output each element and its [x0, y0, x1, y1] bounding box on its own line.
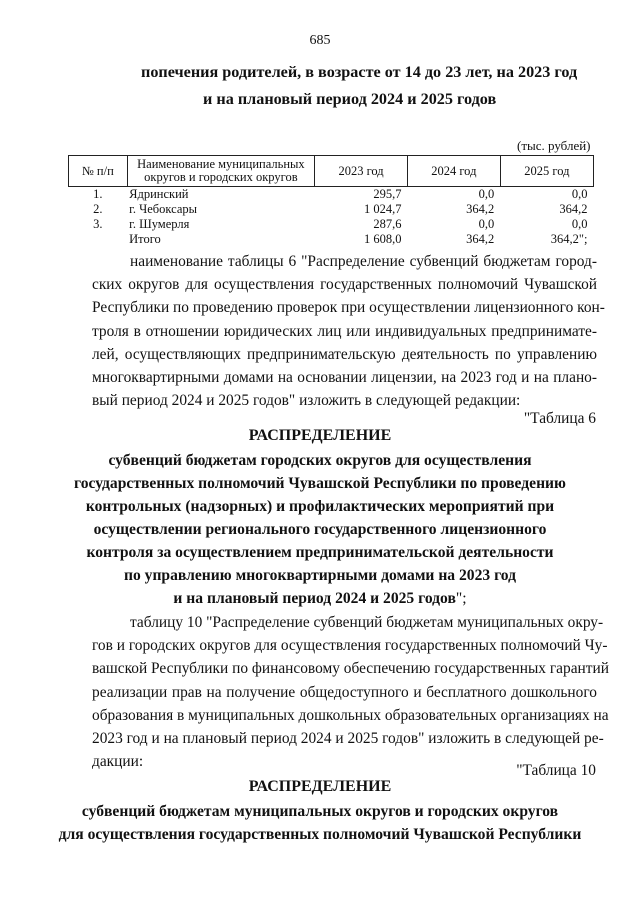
section-6-line: контроля за осуществлением предпринимательской деятельности [86, 544, 554, 561]
row-2025: 0,0 [571, 187, 588, 201]
row-2024: 364,2 [466, 202, 495, 216]
section-6-last-line [0, 590, 640, 608]
table-header-row [69, 156, 594, 187]
row-2025: 0,0 [571, 217, 588, 231]
section-6-line: осуществлении регионального государственного лицензионного [93, 521, 547, 538]
table-row [69, 187, 594, 203]
section-6-line: государственных полномочий Чувашской Республики по проведению [74, 475, 566, 492]
header-2023: 2023 год [315, 156, 408, 187]
row-name: г. Чебоксары [129, 202, 198, 216]
section-10-title: РАСПРЕДЕЛЕНИЕ [248, 778, 392, 795]
table-6-label: "Таблица 6 [523, 410, 596, 427]
heading-line-2: и на плановый период 2024 и 2025 годов [203, 90, 497, 108]
table-total-row [69, 232, 594, 247]
paragraph-line: Республики по проведению проверок при осуществлении лицензионного кон- [92, 299, 605, 317]
table-unit-label: (тыс. рублей) [517, 138, 591, 153]
paragraph-line: многоквартирными домами на основании лицензии, на 2023 год и на плано- [92, 369, 597, 387]
table-10-label: "Таблица 10 [516, 762, 596, 779]
header-2024: 2024 год [407, 156, 500, 187]
paragraph-line: троля в отношении юридических лиц или индивидуальных предпринимате- [92, 322, 597, 340]
section-6-title: РАСПРЕДЕЛЕНИЕ [248, 427, 392, 444]
row-2023: 1 608,0 [363, 232, 402, 246]
row-2025: 364,2"; [550, 232, 588, 246]
section-6-tail: "; [455, 590, 467, 607]
paragraph-line: образования в муниципальных дошкольных образовательных организациях на [92, 706, 609, 724]
table-row [69, 202, 594, 217]
paragraph-line: дакции: [92, 753, 144, 771]
paragraph-line: ских округов для осуществления государственных полномочий Чувашской [92, 276, 597, 293]
paragraph-line: лей, осуществляющих предпринимательскую деятельность по управлению [92, 345, 597, 363]
paragraph-2 [92, 634, 609, 774]
header-2025: 2025 год [500, 156, 593, 187]
row-number: 3. [93, 217, 103, 231]
row-name: Ядринский [129, 187, 189, 201]
row-name: г. Шумерля [129, 217, 190, 231]
row-2023: 287,6 [373, 217, 402, 231]
section-6-line: и на плановый период 2024 и 2025 годов [173, 590, 456, 607]
row-2025: 364,2 [559, 202, 588, 216]
header-name: Наименование муниципальных округов и городских округов [127, 156, 315, 187]
heading-line-1: попечения родителей, в возрасте от 14 до 23 лет, на 2023 год [141, 63, 578, 81]
row-2024: 0,0 [478, 187, 495, 201]
paragraph-line: гов и городских округов для осуществления государственных полномочий Чу- [92, 637, 608, 654]
paragraph-2-first-line [130, 611, 604, 634]
paragraph-1 [92, 273, 605, 413]
paragraph-line: вый период 2024 и 2025 годов" изложить в следующей редакции: [92, 392, 521, 410]
row-2024: 364,2 [466, 232, 495, 246]
row-2023: 1 024,7 [363, 202, 402, 216]
row-number: 1. [93, 187, 103, 201]
section-6-line: контрольных (надзорных) и профилактических мероприятий при [85, 498, 555, 515]
paragraph-line: 2023 год и на плановый период 2024 и 2025 годов" изложить в следующей ре- [92, 730, 604, 748]
subvention-table [68, 155, 594, 247]
table-row [69, 217, 594, 232]
paragraph-line: реализации прав на получение общедоступного и бесплатного дошкольного [92, 683, 597, 701]
paragraph-line: наименование таблицы 6 "Распределение субвенций бюджетам город- [130, 253, 597, 270]
row-number: 2. [93, 202, 103, 216]
row-2024: 0,0 [478, 217, 495, 231]
paragraph-line: вашской Республики по финансовому обеспечению государственных гарантий [92, 660, 609, 678]
page-number: 685 [309, 33, 331, 48]
paragraph-1-first-line [130, 250, 597, 273]
row-name: Итого [129, 232, 161, 246]
row-2023: 295,7 [373, 187, 402, 201]
header-number: № п/п [69, 156, 128, 187]
section-6-line: субвенций бюджетам городских округов для осуществления [108, 452, 532, 469]
section-10-line: для осуществления государственных полномочий Чувашской Республики [58, 826, 582, 843]
row-number [69, 232, 128, 247]
paragraph-line: таблицу 10 "Распределение субвенций бюджетам муниципальных окру- [130, 614, 604, 631]
section-6-line: по управлению многоквартирными домами на 2023 год [123, 567, 517, 584]
section-10-line: субвенций бюджетам муниципальных округов и городских округов [81, 803, 559, 820]
